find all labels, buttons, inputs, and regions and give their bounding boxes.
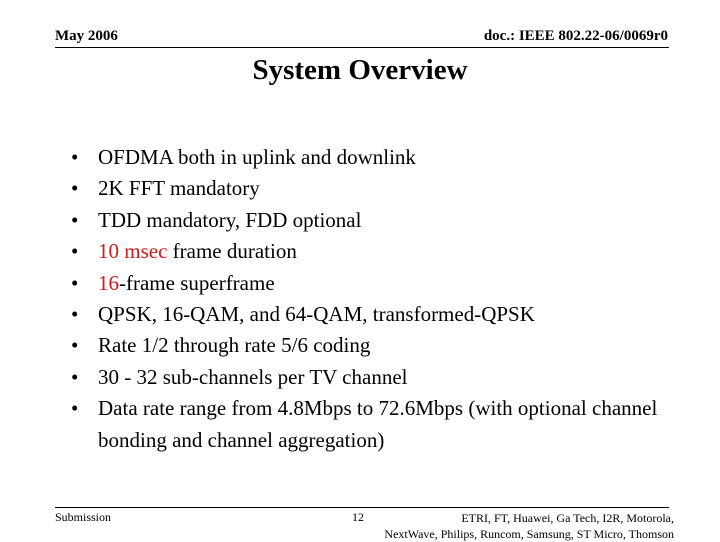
bullet-item [71, 142, 671, 173]
footer-submission: Submission [55, 510, 112, 524]
bullet-item [71, 393, 671, 456]
header-divider [55, 47, 669, 48]
bullet-item [71, 330, 671, 361]
bullet-text: 30 - 32 sub-channels per TV channel [98, 364, 408, 389]
bullet-highlight: 10 msec [98, 239, 168, 264]
bullet-icon: • [71, 396, 79, 421]
page-number: 12 [352, 510, 364, 524]
bullet-text: OFDMA both in uplink and downlink [98, 145, 416, 169]
bullet-icon: • [71, 176, 79, 201]
bullet-highlight: 16 [98, 270, 119, 295]
footer-authors [344, 510, 674, 542]
bullet-text: frame duration [167, 239, 297, 264]
bullet-text: 2K FFT mandatory [98, 176, 260, 201]
bullet-icon: • [71, 302, 79, 327]
bullet-text: Data rate range from 4.8Mbps to 72.6Mbps (with optional channel bonding and channel aggregation) [98, 396, 658, 452]
bullet-icon: • [71, 145, 79, 169]
bullet-icon: • [71, 239, 79, 264]
footer-divider [55, 507, 669, 508]
bullet-item [71, 205, 671, 236]
bullet-list [71, 142, 671, 456]
bullet-icon: • [71, 364, 79, 389]
bullet-icon: • [71, 270, 79, 295]
bullet-item [71, 173, 671, 204]
bullet-text: -frame superframe [119, 270, 275, 295]
bullet-icon: • [71, 333, 79, 358]
bullet-text: Rate 1/2 through rate 5/6 coding [98, 333, 371, 358]
bullet-icon: • [71, 207, 79, 232]
footer-authors-line-1: ETRI, FT, Huawei, Ga Tech, I2R, Motorola, [461, 511, 674, 525]
bullet-text: TDD mandatory, FDD optional [98, 207, 362, 232]
slide-title: System Overview [252, 54, 468, 86]
bullet-item [71, 299, 671, 330]
bullet-text: QPSK, 16-QAM, and 64-QAM, transformed-QPSK [98, 302, 535, 327]
footer-authors-line-2: NextWave, Philips, Runcom, Samsung, ST Micro, Thomson [384, 527, 674, 541]
bullet-item [71, 236, 671, 267]
header-doc-id: doc.: IEEE 802.22-06/0069r0 [483, 28, 668, 44]
bullet-item [71, 362, 671, 393]
header-date: May 2006 [55, 28, 118, 44]
bullet-item [71, 268, 671, 299]
